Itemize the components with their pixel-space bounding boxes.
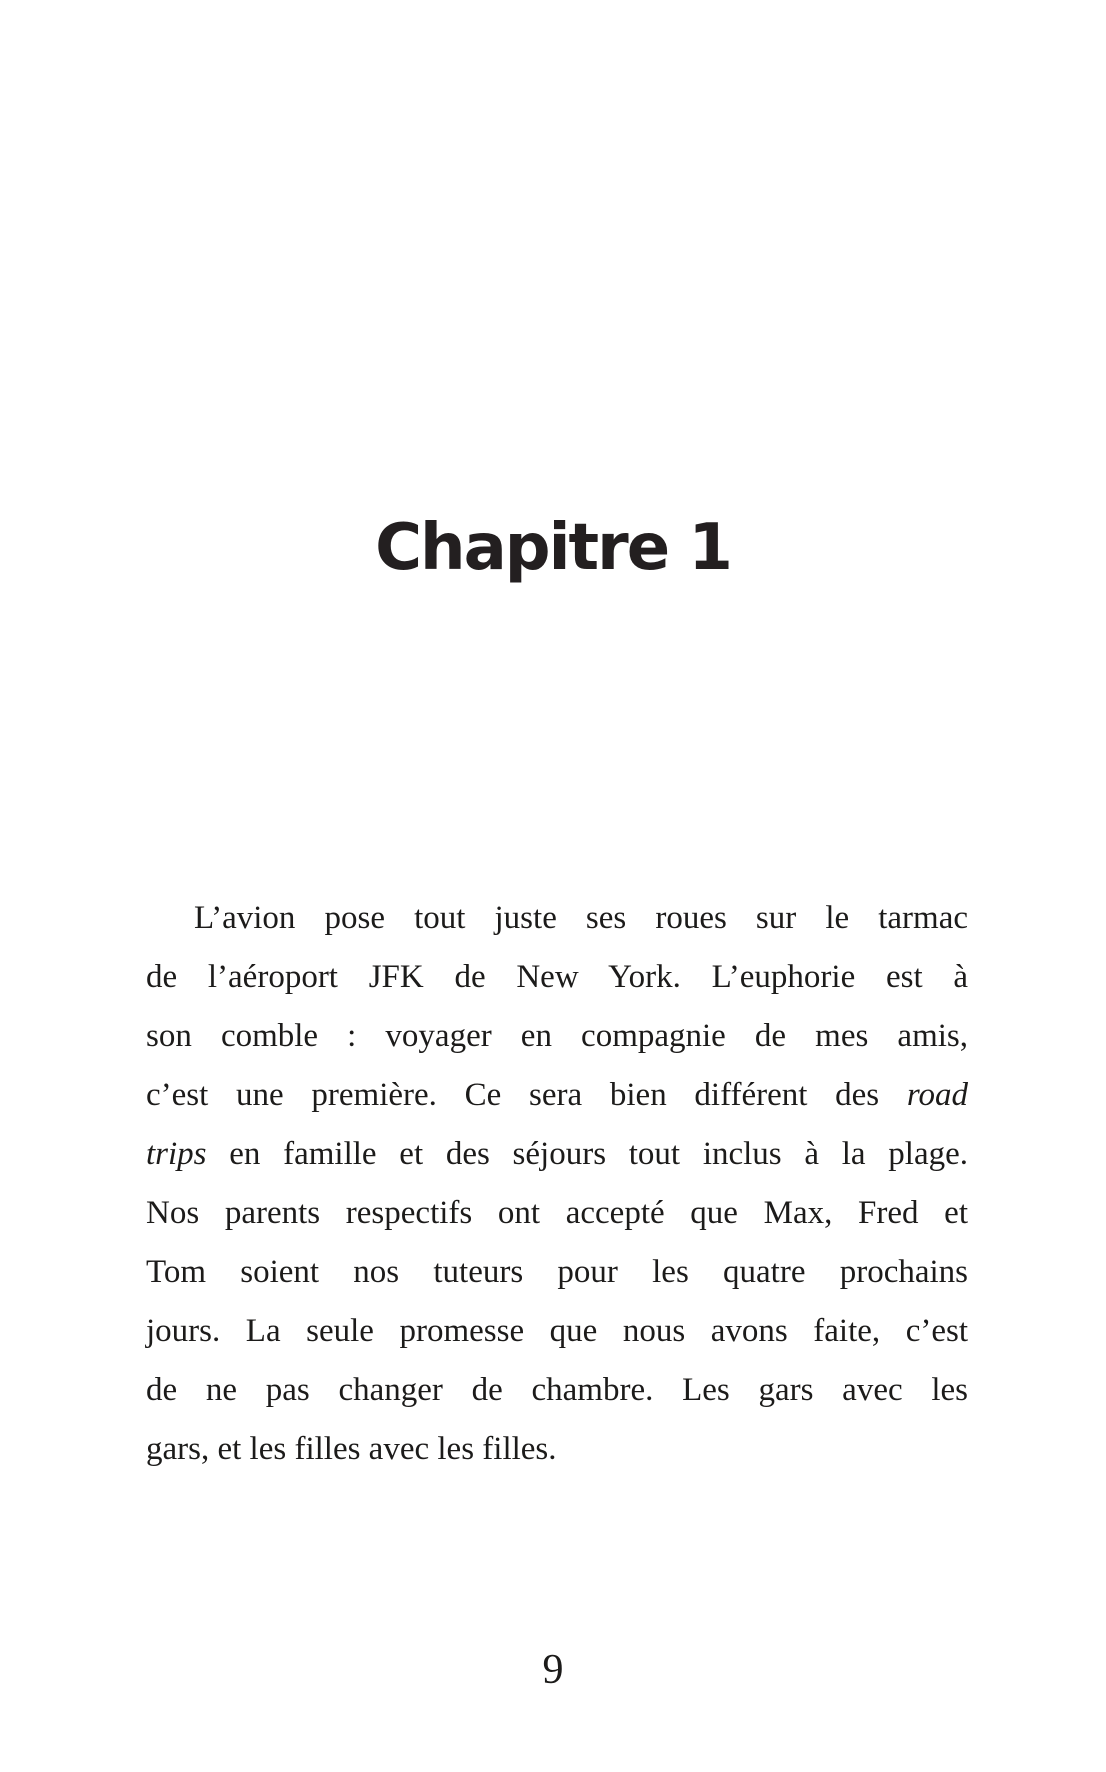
text-line xyxy=(146,1007,968,1066)
text-segment: Nos parents respectifs ont accepté que Max, Fred et xyxy=(146,1195,968,1231)
text-line xyxy=(146,1420,968,1479)
italic-text-segment: trips xyxy=(146,1136,207,1172)
italic-text-segment: road xyxy=(906,1077,968,1113)
text-segment: c’est une première. Ce sera bien différent des xyxy=(146,1077,907,1113)
text-segment: Tom soient nos tuteurs pour les quatre prochains xyxy=(146,1254,968,1290)
text-segment: en famille et des séjours tout inclus à la plage. xyxy=(206,1136,968,1172)
text-segment: son comble : voyager en compagnie de mes amis, xyxy=(146,1018,968,1054)
text-line xyxy=(146,1066,968,1125)
page-number: 9 xyxy=(542,1647,564,1693)
text-line xyxy=(146,889,968,948)
text-segment: L’avion pose tout juste ses roues sur le tarmac xyxy=(194,900,968,936)
text-line xyxy=(146,1125,968,1184)
text-segment: gars, et les filles avec les filles. xyxy=(146,1431,557,1467)
text-segment: jours. La seule promesse que nous avons faite, c’est xyxy=(146,1313,968,1349)
text-line xyxy=(146,948,968,1007)
text-segment: de ne pas changer de chambre. Les gars avec les xyxy=(146,1372,968,1408)
text-segment: de l’aéroport JFK de New York. L’euphorie est à xyxy=(146,959,968,995)
chapter-heading: Chapitre 1 xyxy=(375,511,731,585)
text-line xyxy=(146,1243,968,1302)
text-line xyxy=(146,1302,968,1361)
text-line xyxy=(146,1361,968,1420)
text-line xyxy=(146,1184,968,1243)
body-paragraph xyxy=(146,889,968,1479)
